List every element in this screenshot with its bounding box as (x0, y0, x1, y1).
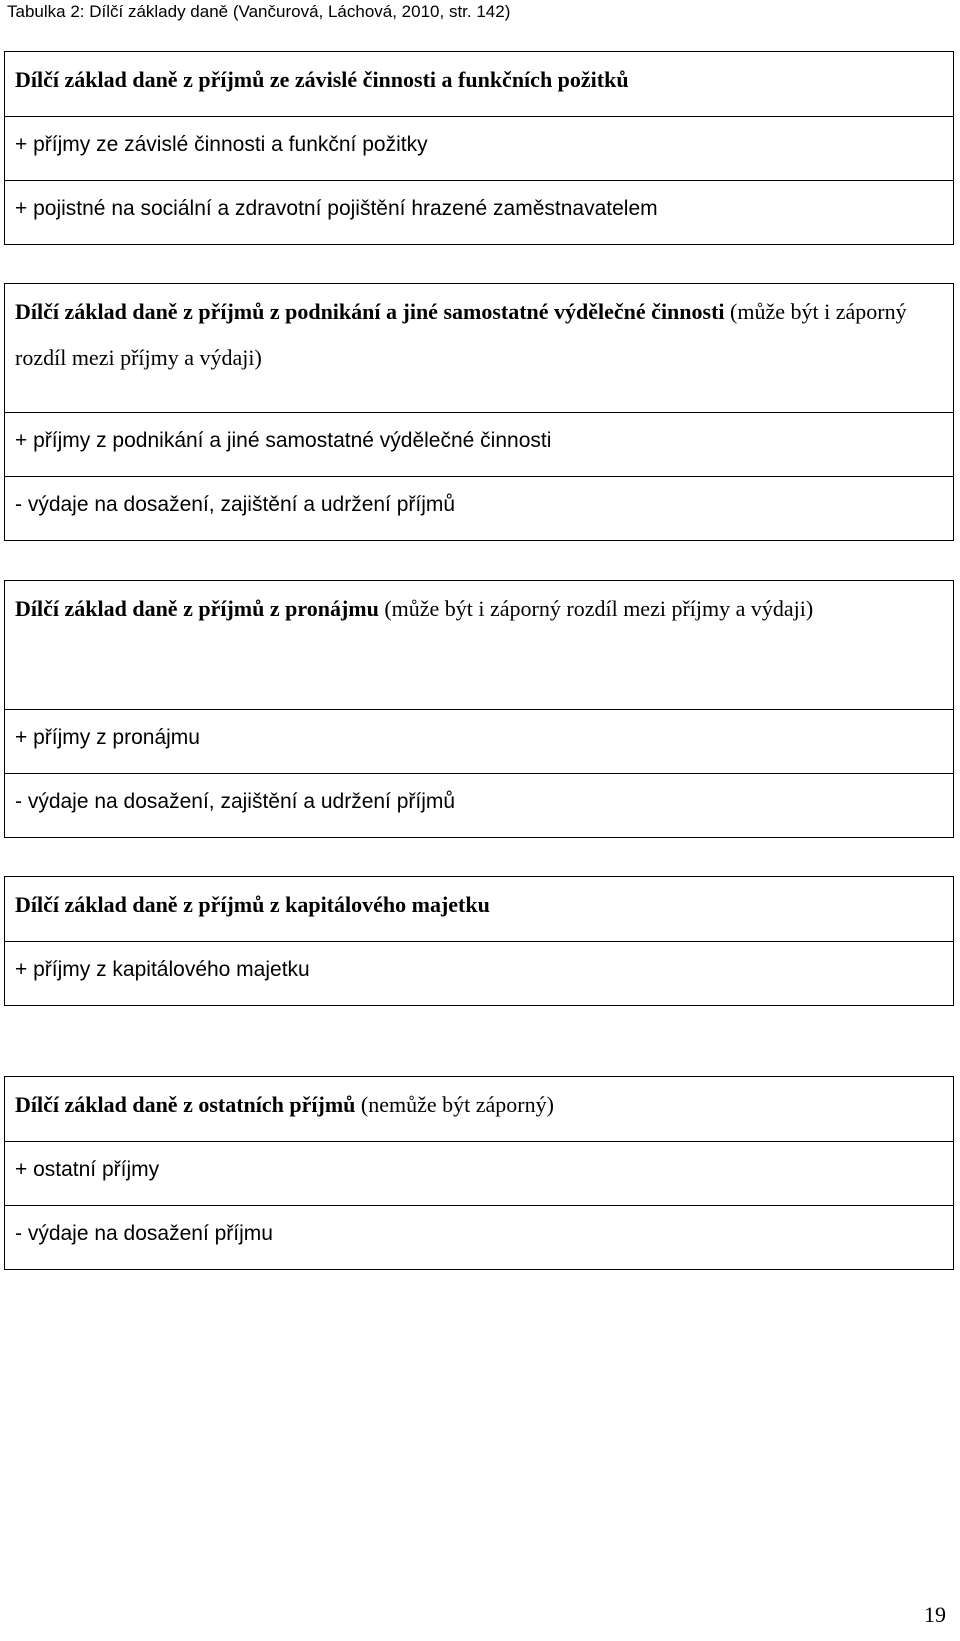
section-item: + ostatní příjmy (5, 1141, 953, 1205)
section-item: - výdaje na dosažení, zajištění a udržení příjmů (5, 476, 953, 540)
section-item: + příjmy ze závislé činnosti a funkční požitky (5, 116, 953, 180)
section-heading (5, 284, 953, 412)
section-employment (4, 51, 954, 245)
section-heading (5, 877, 953, 941)
section-item: + příjmy z podnikání a jiné samostatné výdělečné činnosti (5, 412, 953, 476)
section-title: Dílčí základ daně z ostatních příjmů (15, 1092, 356, 1117)
section-note: (nemůže být záporný) (360, 1092, 554, 1117)
section-heading (5, 52, 953, 116)
section-business (4, 283, 954, 541)
section-item: + příjmy z kapitálového majetku (5, 941, 953, 1005)
section-item: + příjmy z pronájmu (5, 709, 953, 773)
section-note: (může být i záporný rozdíl mezi příjmy a výdaji) (15, 299, 907, 370)
section-heading (5, 1077, 953, 1141)
section-note: (může být i záporný rozdíl mezi příjmy a výdaji) (384, 596, 814, 621)
page-number: 19 (924, 1602, 946, 1627)
section-title: Dílčí základ daně z příjmů z kapitálového majetku (15, 892, 490, 917)
section-title: Dílčí základ daně z příjmů z podnikání a jiné samostatné výdělečné činnosti (15, 299, 725, 324)
section-title: Dílčí základ daně z příjmů z pronájmu (15, 596, 379, 621)
section-item: + pojistné na sociální a zdravotní pojištění hrazené zaměstnavatelem (5, 180, 953, 244)
section-rental (4, 580, 954, 838)
section-other (4, 1076, 954, 1270)
section-capital (4, 876, 954, 1006)
section-item: - výdaje na dosažení příjmu (5, 1205, 953, 1269)
section-heading (5, 581, 953, 709)
section-item: - výdaje na dosažení, zajištění a udržení příjmů (5, 773, 953, 837)
table-caption: Tabulka 2: Dílčí základy daně (Vančurová, Láchová, 2010, str. 142) (7, 2, 511, 21)
section-title: Dílčí základ daně z příjmů ze závislé činnosti a funkčních požitků (15, 67, 629, 92)
